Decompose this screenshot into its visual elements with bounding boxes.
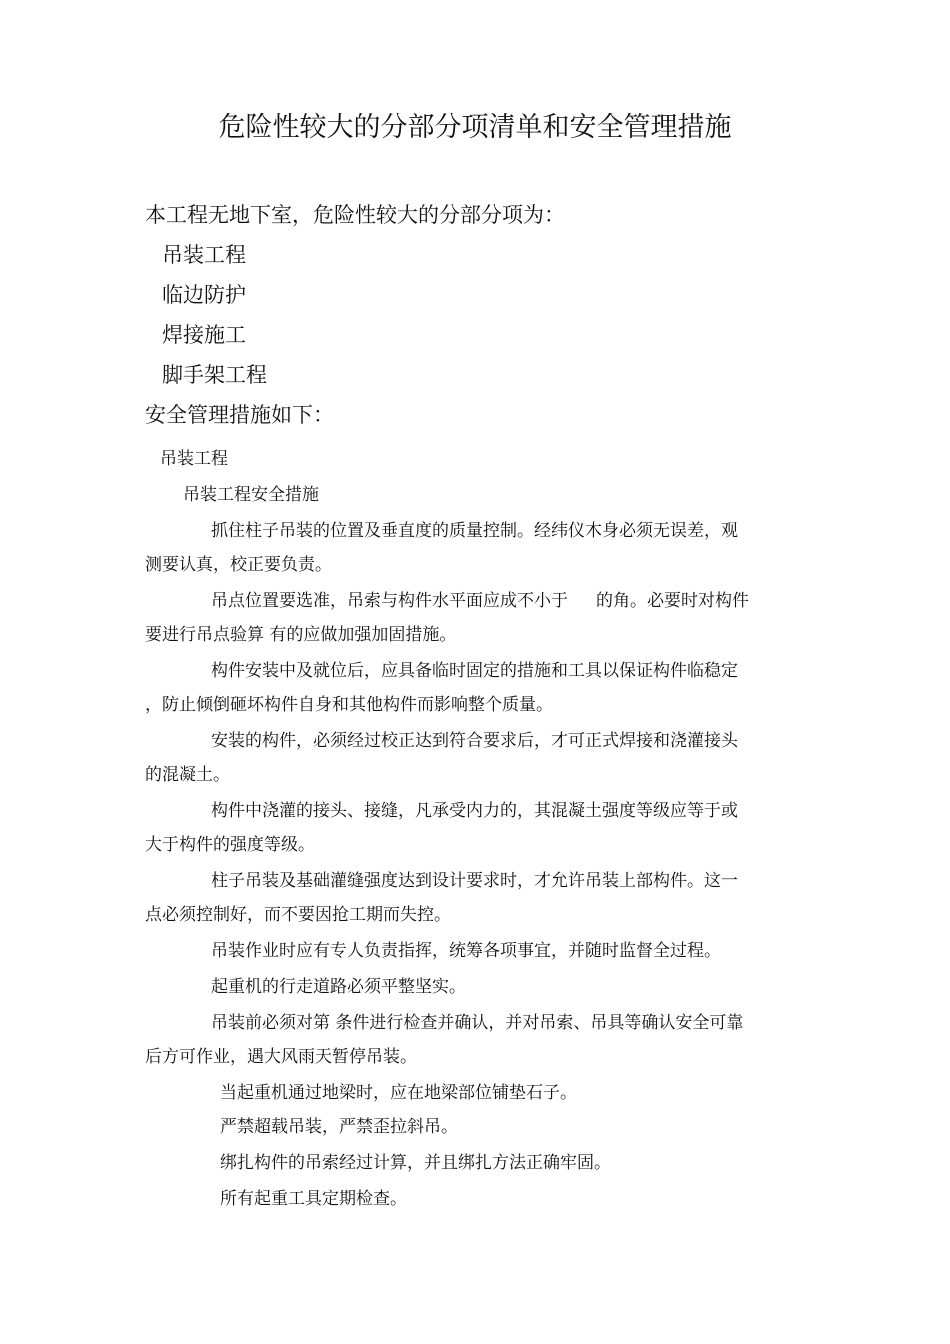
paragraph-line: 后方可作业，遇大风雨天暂停吊装。 [145, 1047, 417, 1067]
paragraph-line: 测要认真，校正要负责。 [145, 555, 332, 575]
paragraph-line: ，防止倾倒砸坏构件自身和其他构件而影响整个质量。 [145, 695, 553, 715]
list-item: 吊装工程 [162, 243, 246, 267]
paragraph-line: 严禁超载吊装，严禁歪拉斜吊。 [220, 1117, 458, 1137]
paragraph-line [211, 588, 749, 614]
measures-heading: 安全管理措施如下： [145, 403, 334, 427]
list-item: 临边防护 [162, 283, 246, 307]
paragraph-line: 当起重机通过地梁时，应在地梁部位铺垫石子。 [220, 1083, 577, 1103]
page-title: 危险性较大的分部分项清单和安全管理措施 [218, 112, 732, 143]
paragraph-line: 绑扎构件的吊索经过计算，并且绑扎方法正确牢固。 [220, 1153, 611, 1173]
list-item: 焊接施工 [162, 323, 246, 347]
paragraph-line: 大于构件的强度等级。 [145, 835, 315, 855]
paragraph-line: 要进行吊点验算 有的应做加强加固措施。 [145, 625, 457, 645]
paragraph-line: 的混凝土。 [145, 765, 230, 785]
paragraph-line: 构件中浇灌的接头、接缝，凡承受内力的，其混凝土强度等级应等于或 [211, 801, 738, 821]
paragraph-line: 安装的构件，必须经过校正达到符合要求后，才可正式焊接和浇灌接头 [211, 731, 738, 751]
intro-text: 本工程无地下室，危险性较大的分部分项为： [145, 203, 565, 227]
paragraph-line: 构件安装中及就位后，应具备临时固定的措施和工具以保证构件临稳定 [211, 661, 738, 681]
list-item: 脚手架工程 [162, 363, 267, 387]
subsection-heading: 吊装工程安全措施 [183, 485, 319, 505]
paragraph-line: 吊装前必须对第 条件进行检查并确认，并对吊索、吊具等确认安全可靠 [211, 1013, 744, 1033]
paragraph-line: 吊装作业时应有专人负责指挥，统筹各项事宜，并随时监督全过程。 [211, 941, 721, 961]
paragraph-segment: 吊点位置要选准，吊索与构件水平面应成不小于 [211, 591, 568, 611]
paragraph-line: 所有起重工具定期检查。 [220, 1189, 407, 1209]
paragraph-line: 点必须控制好，而不要因抢工期而失控。 [145, 905, 451, 925]
section-heading: 吊装工程 [160, 449, 228, 469]
paragraph-line: 柱子吊装及基础灌缝强度达到设计要求时，才允许吊装上部构件。这一 [211, 871, 738, 891]
paragraph-line: 起重机的行走道路必须平整坚实。 [211, 977, 466, 997]
paragraph-segment: 的角。必要时对构件 [596, 591, 749, 611]
paragraph-line: 抓住柱子吊装的位置及垂直度的质量控制。经纬仪木身必须无误差，观 [211, 521, 738, 541]
